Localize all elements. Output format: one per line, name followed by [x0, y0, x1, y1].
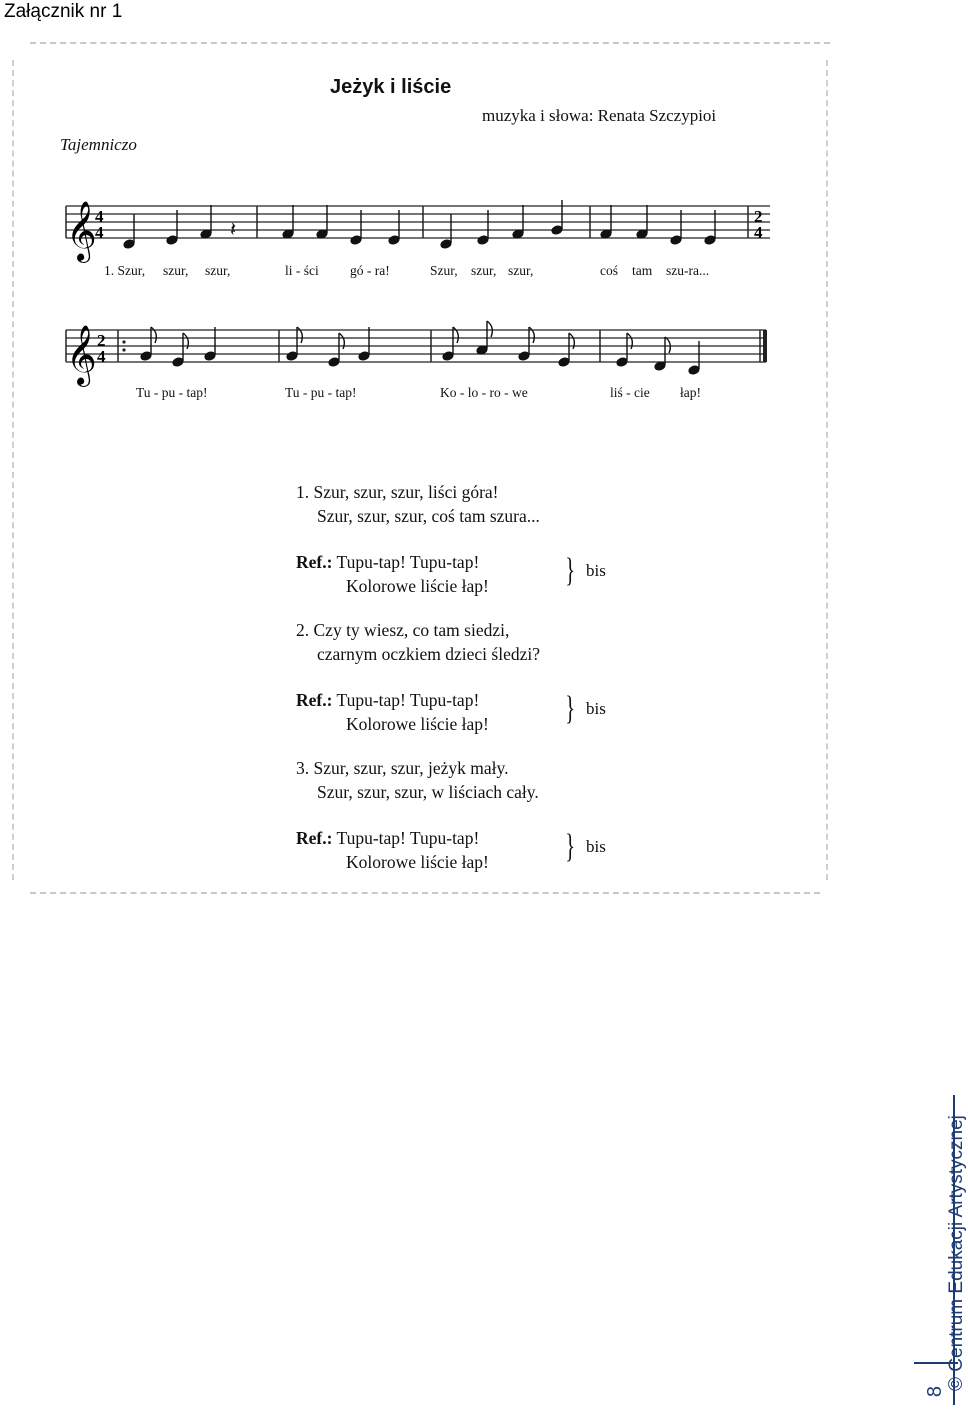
scan-border-bottom [30, 892, 820, 894]
page-number: 8 [924, 1385, 947, 1398]
verse-3 [296, 756, 539, 804]
repeat-brace: } [565, 828, 576, 865]
bis-marker: bis [586, 837, 606, 856]
time-signature-top: 4 [95, 207, 104, 226]
time-signature-bottom: 4 [95, 223, 104, 242]
refrain-label: Ref.: [296, 828, 333, 848]
lyric-syllable: Szur, [430, 263, 458, 278]
refrain-label: Ref.: [296, 552, 333, 572]
lyric-syllable: 1. Szur, [104, 263, 146, 278]
attachment-label: Załącznik nr 1 [4, 1, 123, 22]
lyrics-staff-2 [0, 385, 960, 405]
verse-line: 2. Czy ty wiesz, co tam siedzi, [296, 620, 510, 640]
tempo-marking: Tajemniczo [60, 135, 137, 154]
lyric-syllable: coś [600, 263, 618, 278]
verse-line: Tupu-tap! Tupu-tap! [336, 690, 480, 710]
bis-marker: bis [586, 561, 606, 580]
verse-line: Szur, szur, szur, coś tam szura... [317, 506, 540, 526]
refrain-2 [296, 688, 489, 736]
verse-line: Kolorowe liście łap! [346, 852, 489, 872]
copyright-notice: © Centrum Edukacji Artystycznej [946, 1115, 967, 1391]
time-signature-change-bottom: 4 [754, 223, 763, 242]
verse-line: 3. Szur, szur, szur, jeżyk mały. [296, 758, 509, 778]
lyric-syllable: szur, [163, 263, 189, 278]
lyric-syllable: li - ści [285, 263, 319, 278]
lyric-syllable: tam [632, 263, 653, 278]
lyric-syllable: szur, [471, 263, 497, 278]
repeat-brace: } [565, 552, 576, 589]
song-credits: muzyka i słowa: Renata Szczypioi [482, 106, 717, 125]
verse-line: Tupu-tap! Tupu-tap! [336, 828, 480, 848]
lyric-syllable: Ko - lo - ro - we [440, 385, 528, 400]
refrain-3 [296, 826, 489, 874]
lyric-syllable: szur, [508, 263, 534, 278]
quarter-rest-icon: 𝄽 [230, 219, 237, 241]
lyric-syllable: Tu - pu - tap! [285, 385, 357, 400]
refrain-1 [296, 550, 489, 598]
lyric-syllable: łap! [680, 385, 701, 400]
notes-staff-2 [140, 321, 700, 375]
lyric-syllable: gó - ra! [350, 263, 390, 278]
treble-clef-icon: 𝄞 [66, 201, 97, 261]
repeat-brace: } [565, 690, 576, 727]
verse-2 [296, 618, 540, 666]
lyric-syllable: Tu - pu - tap! [136, 385, 208, 400]
verse-line: Szur, szur, szur, w liściach cały. [317, 782, 539, 802]
lyric-syllable: szur, [205, 263, 231, 278]
verse-line: Kolorowe liście łap! [346, 576, 489, 596]
verse-line: Kolorowe liście łap! [346, 714, 489, 734]
treble-clef-icon: 𝄞 [66, 325, 97, 385]
verse-line: czarnym oczkiem dzieci śledzi? [317, 644, 541, 664]
music-staff-2 [0, 0, 960, 400]
time-signature-change-top: 2 [754, 207, 763, 226]
lyric-syllable: liś - cie [610, 385, 650, 400]
lyric-syllable: szu-ra... [666, 263, 710, 278]
time-signature-top: 2 [97, 331, 106, 350]
refrain-label: Ref.: [296, 690, 333, 710]
page-footer [912, 1090, 967, 1410]
verse-line: Tupu-tap! Tupu-tap! [336, 552, 480, 572]
staff-lines [66, 330, 766, 362]
song-title: Jeżyk i liście [330, 76, 452, 98]
page-number-rule [914, 1362, 958, 1364]
verse-line: 1. Szur, szur, szur, liści góra! [296, 482, 499, 502]
repeat-dot [122, 340, 125, 343]
verse-1 [296, 480, 540, 528]
repeat-dot [122, 348, 125, 351]
time-signature-bottom: 4 [97, 347, 106, 366]
bis-marker: bis [586, 699, 606, 718]
